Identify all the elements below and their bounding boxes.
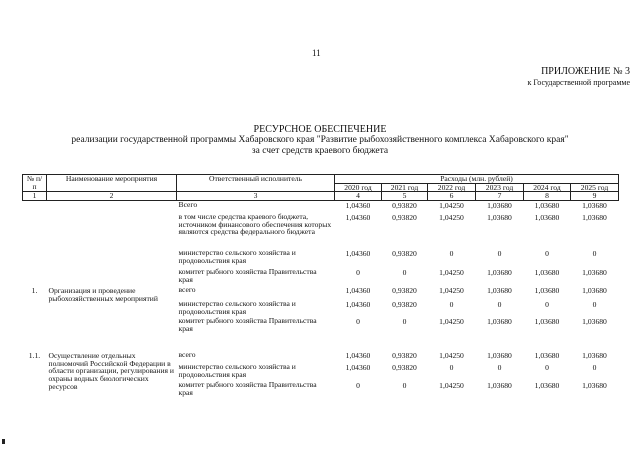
executor-cell: комитет рыбного хозяйства Правительства края xyxy=(178,267,317,284)
executor-cell: министерство сельского хозяйства и продовольствия края xyxy=(178,248,296,265)
header-expenses: Расходы (млн. рублей) xyxy=(335,175,619,184)
appendix-subtitle: к Государственной программе xyxy=(527,78,630,87)
value-cell: 1,04250 xyxy=(439,286,464,296)
value-cell: 0 xyxy=(449,300,454,310)
header-year: 2020 год xyxy=(335,183,382,192)
value-cell: 1,04360 xyxy=(345,286,371,296)
header-exec: Ответственный исполнитель xyxy=(177,175,335,192)
table-row xyxy=(23,286,619,300)
header-year: 2022 год xyxy=(428,183,476,192)
value-cell: 1,03680 xyxy=(582,286,607,296)
value-cell: 1,03680 xyxy=(487,213,512,223)
header-year: 2024 год xyxy=(524,183,571,192)
scan-edge-mark xyxy=(2,439,5,444)
executor-cell: Всего xyxy=(178,199,198,209)
value-cell: 1,03680 xyxy=(487,381,512,391)
activity-name xyxy=(47,200,177,286)
table-row xyxy=(23,351,619,363)
executor-cell: комитет рыбного хозяйства Правительства края xyxy=(178,316,317,333)
value-cell: 1,03680 xyxy=(487,317,512,327)
header-year: 2025 год xyxy=(571,183,619,192)
value-cell: 1,04360 xyxy=(345,213,371,223)
value-cell: 1,03680 xyxy=(582,268,607,278)
value-cell: 0 xyxy=(402,317,407,327)
value-cell: 1,04250 xyxy=(439,268,464,278)
value-cell: 1,04360 xyxy=(345,363,371,373)
column-number: 6 xyxy=(428,192,476,201)
activity-name: Организация и проведение рыбохозяйственных мероприятий xyxy=(48,286,158,303)
title-line-3: за счет средств краевого бюджета xyxy=(251,146,389,156)
row-gap xyxy=(23,335,619,351)
value-cell: 1,04250 xyxy=(439,351,464,361)
value-cell: 1,04360 xyxy=(345,351,371,361)
value-cell: 1,03680 xyxy=(534,381,560,391)
row-number xyxy=(23,200,47,286)
value-cell: 0,93820 xyxy=(392,249,417,259)
value-cell: 0 xyxy=(402,381,407,391)
value-cell: 1,03680 xyxy=(534,200,560,210)
value-cell: 1,04360 xyxy=(345,200,371,210)
table-row xyxy=(23,200,619,213)
executor-cell: министерство сельского хозяйства и продовольствия края xyxy=(178,362,296,379)
header-name: Наименование мероприятия xyxy=(47,175,177,192)
value-cell: 1,03680 xyxy=(534,213,560,223)
value-cell: 0,93820 xyxy=(392,200,417,210)
value-cell: 1,03680 xyxy=(487,351,512,361)
executor-cell: всего xyxy=(178,285,196,295)
value-cell: 1,04250 xyxy=(439,381,464,391)
value-cell: 0 xyxy=(449,363,454,373)
value-cell: 1,03680 xyxy=(582,351,607,361)
header-year: 2023 год xyxy=(476,183,524,192)
value-cell: 1,03680 xyxy=(487,200,512,210)
value-cell: 0 xyxy=(592,249,597,259)
executor-cell: всего xyxy=(178,350,196,360)
column-number: 3 xyxy=(177,192,335,201)
value-cell: 0 xyxy=(497,363,502,373)
value-cell: 0 xyxy=(356,317,360,327)
row-number: 1. xyxy=(31,286,38,296)
value-cell: 1,04360 xyxy=(345,300,371,310)
executor-cell: комитет рыбного хозяйства Правительства края xyxy=(178,380,317,397)
value-cell: 0 xyxy=(592,300,597,310)
value-cell: 1,03680 xyxy=(487,268,512,278)
executor-cell: министерство сельского хозяйства и продовольствия края xyxy=(178,299,296,316)
value-cell: 0,93820 xyxy=(392,363,417,373)
activity-name: Осуществление отдельных полномочий Российской Федерации в области организации, регулирования и охраны водных биологических ресурсов xyxy=(48,351,174,391)
value-cell: 1,03680 xyxy=(487,286,512,296)
value-cell: 1,04360 xyxy=(345,249,371,259)
value-cell: 0 xyxy=(497,249,502,259)
value-cell: 0 xyxy=(592,363,597,373)
document-title xyxy=(0,124,640,157)
value-cell: 0,93820 xyxy=(392,300,417,310)
value-cell: 0,93820 xyxy=(392,213,417,223)
resource-table xyxy=(22,174,619,399)
value-cell: 1,03680 xyxy=(534,351,560,361)
column-number: 5 xyxy=(382,192,428,201)
value-cell: 0 xyxy=(545,300,549,310)
column-number: 8 xyxy=(524,192,571,201)
value-cell: 0 xyxy=(356,268,360,278)
value-cell: 0 xyxy=(545,249,549,259)
value-cell: 1,04250 xyxy=(439,200,464,210)
value-cell: 0 xyxy=(356,381,360,391)
column-number: 4 xyxy=(335,192,382,201)
value-cell: 1,04250 xyxy=(439,213,464,223)
appendix-header xyxy=(527,66,630,88)
column-number: 7 xyxy=(476,192,524,201)
appendix-title: ПРИЛОЖЕНИЕ № 3 xyxy=(541,66,630,77)
value-cell: 0,93820 xyxy=(392,351,417,361)
value-cell: 1,03680 xyxy=(582,213,607,223)
value-cell: 1,03680 xyxy=(534,286,560,296)
column-number: 1 xyxy=(23,192,47,201)
value-cell: 0 xyxy=(449,249,454,259)
page-number: 11 xyxy=(312,48,321,58)
column-number: 9 xyxy=(571,192,619,201)
value-cell: 1,03680 xyxy=(582,317,607,327)
value-cell: 1,04250 xyxy=(439,317,464,327)
executor-cell: в том числе средства краевого бюджета, источником финансового обеспечения которых являются средства федерального бюджета xyxy=(178,212,332,237)
header-num: № п/п xyxy=(23,175,47,192)
value-cell: 1,03680 xyxy=(534,317,560,327)
title-line-1: РЕСУРСНОЕ ОБЕСПЕЧЕНИЕ xyxy=(253,124,387,135)
column-number: 2 xyxy=(47,192,177,201)
value-cell: 1,03680 xyxy=(582,200,607,210)
value-cell: 0 xyxy=(497,300,502,310)
row-number: 1.1. xyxy=(28,351,41,361)
value-cell: 0 xyxy=(402,268,407,278)
header-year: 2021 год xyxy=(382,183,428,192)
value-cell: 1,03680 xyxy=(582,381,607,391)
value-cell: 0,93820 xyxy=(392,286,417,296)
value-cell: 0 xyxy=(545,363,549,373)
title-line-2: реализации государственной программы Хабаровского края "Развитие рыбохозяйственного комплекса Хабаровского края" xyxy=(71,135,569,145)
value-cell: 1,03680 xyxy=(534,268,560,278)
